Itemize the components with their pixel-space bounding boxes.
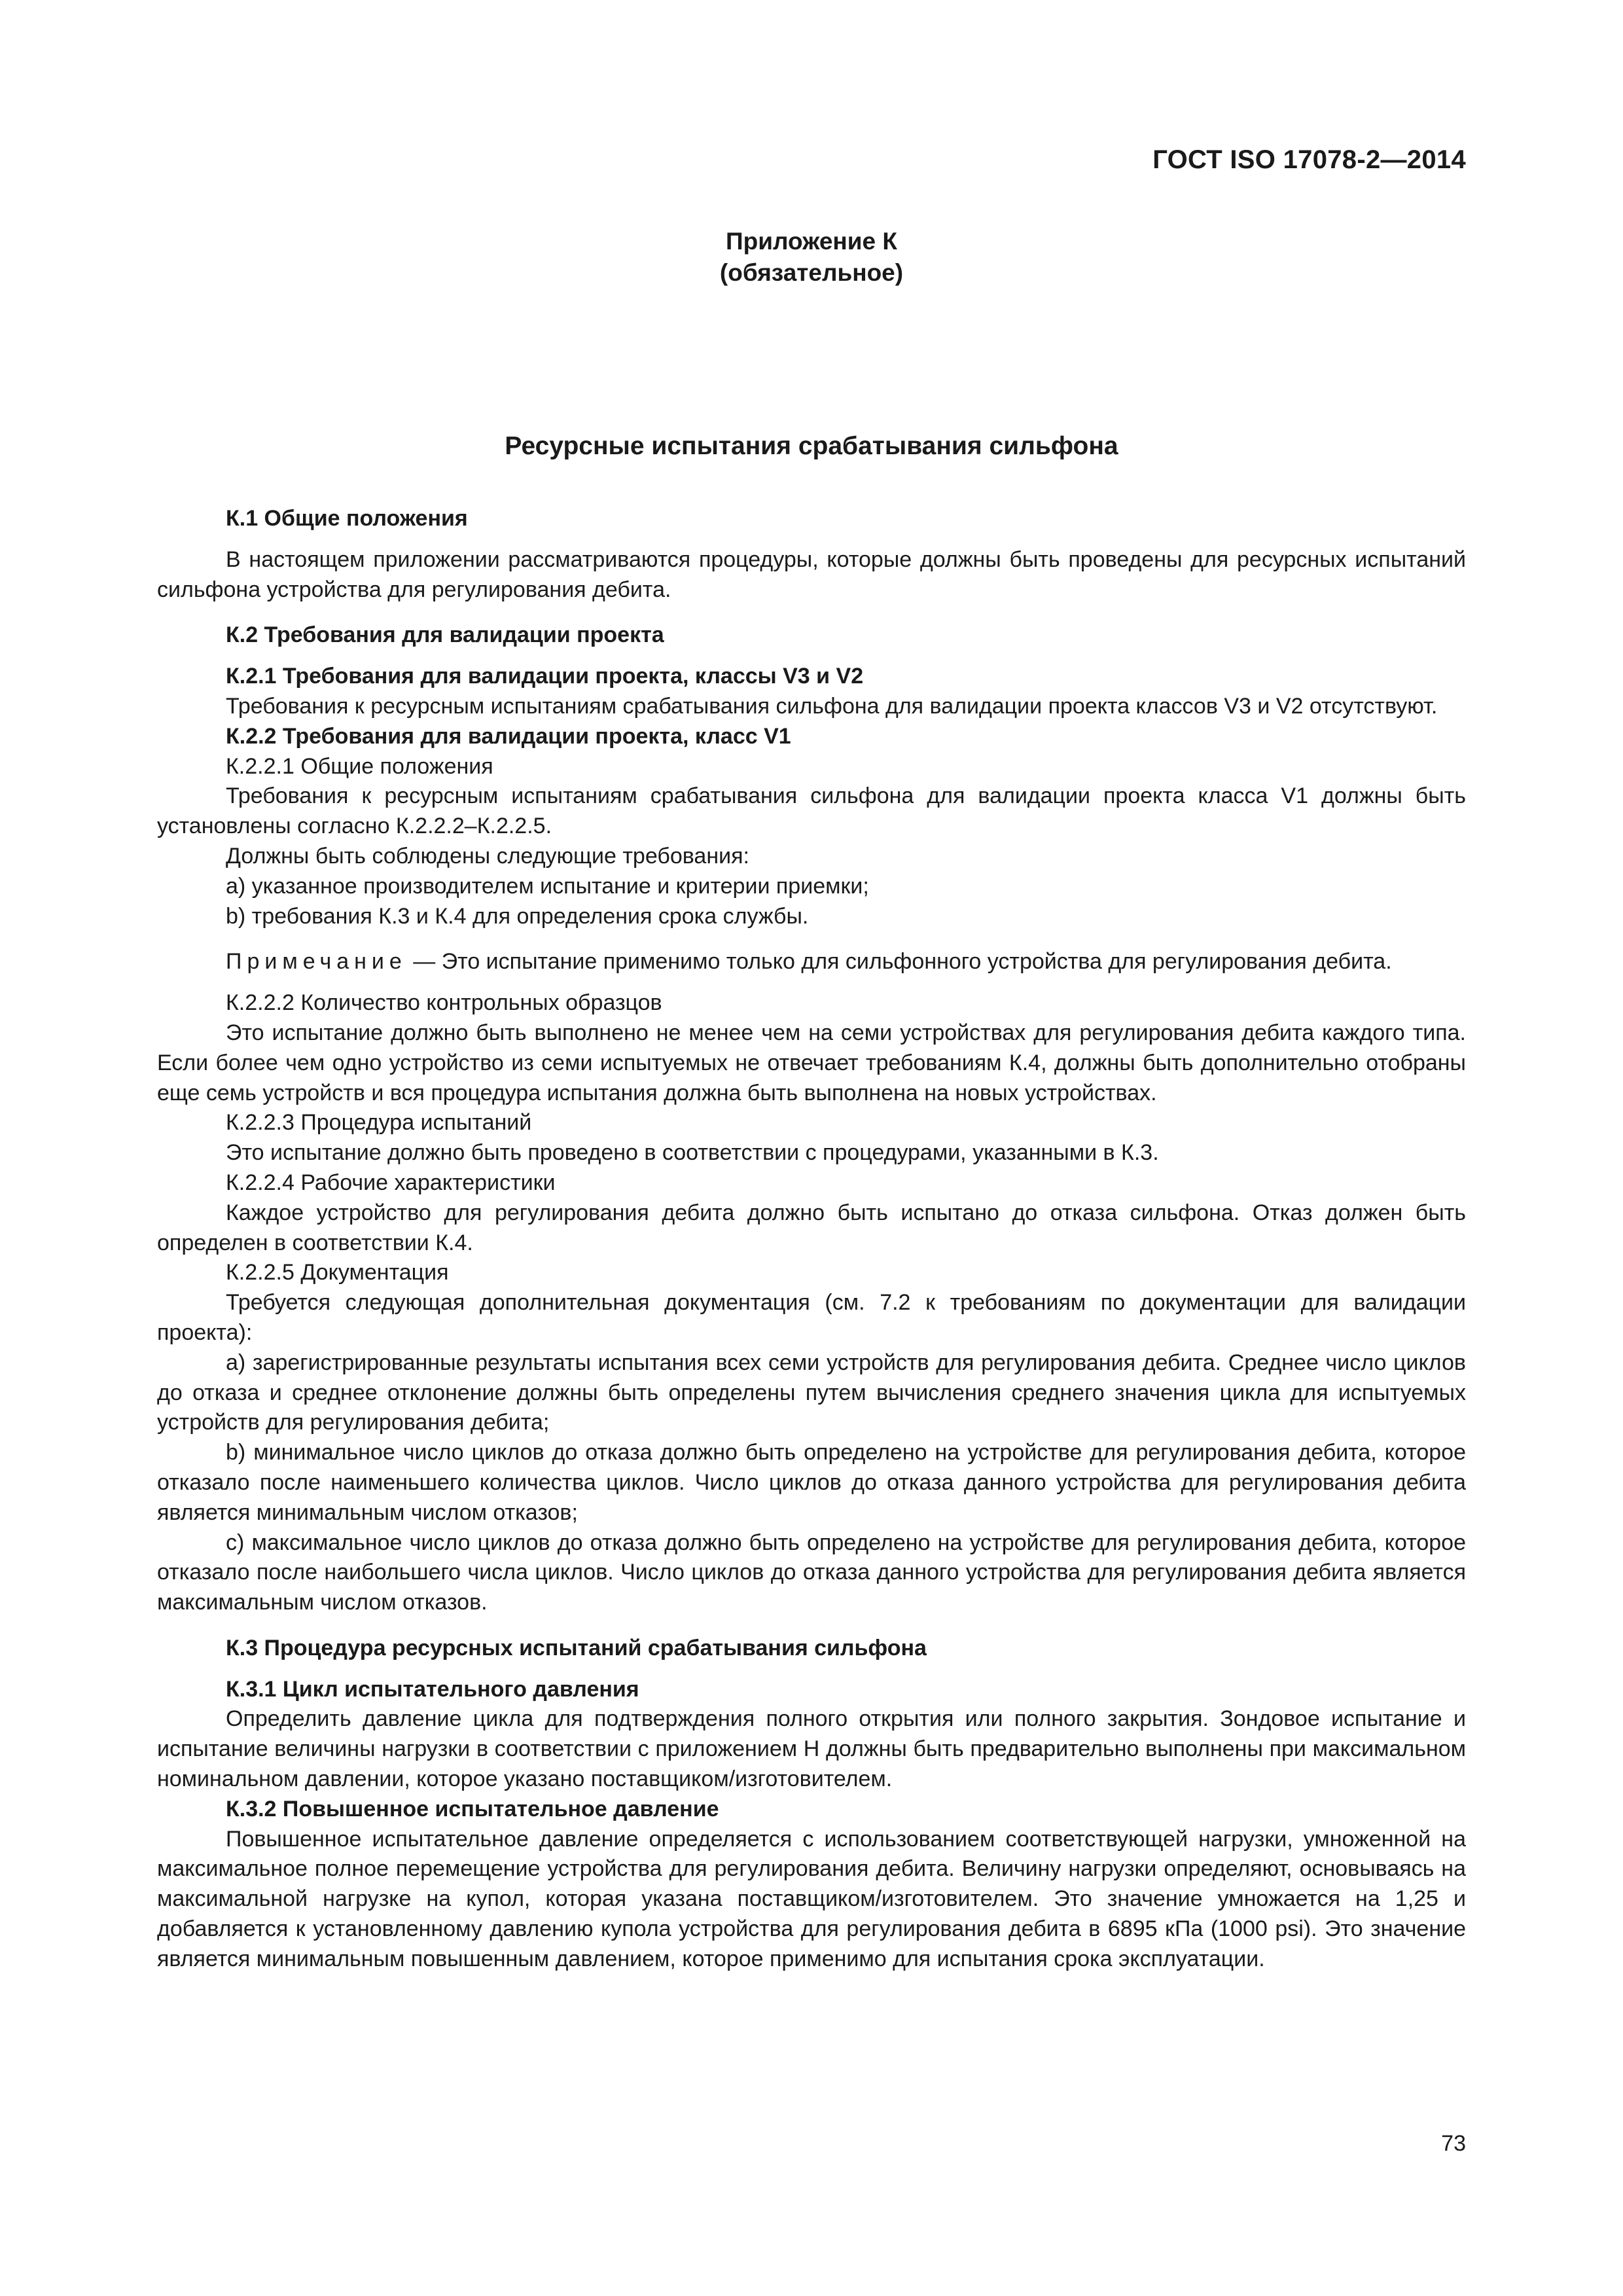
section-k22-heading: К.2.2 Требования для валидации проекта, класс V1 [226, 723, 791, 749]
section-k225-heading: К.2.2.5 Документация [226, 1260, 449, 1285]
standard-code: ГОСТ ISO 17078-2—2014 [1152, 145, 1466, 174]
section-k31-heading: К.3.1 Цикл испытательного давления [226, 1676, 639, 1702]
section-k223-text: Это испытание должно быть проведено в соответствии с процедурами, указанными в К.3. [226, 1140, 1159, 1166]
annex-title: Ресурсные испытания срабатывания сильфона [505, 432, 1118, 460]
annex-label: Приложение К [726, 228, 897, 255]
documentation-item-b: b) минимальное число циклов до отказа должно быть определено на устройстве для регулирования дебита, которое отказало после наименьшего количества циклов. Число циклов до отказа данного устройства для регулирования дебита является минимальным числом отказов; [157, 1440, 1466, 1525]
section-k221-heading: К.2.2.1 Общие положения [226, 753, 493, 779]
requirement-item-b: b) требования К.3 и К.4 для определения срока службы. [226, 903, 809, 929]
section-k1-heading: К.1 Общие положения [226, 506, 468, 531]
section-k32-heading: К.3.2 Повышенное испытательное давление [226, 1796, 719, 1821]
annex-status: (обязательное) [719, 259, 904, 286]
section-k224-heading: К.2.2.4 Рабочие характеристики [226, 1170, 556, 1195]
section-k224-text: Каждое устройство для регулирования дебита должно быть испытано до отказа сильфона. Отказ должен быть определен в соответствии К.4. [157, 1200, 1466, 1255]
section-k225-text: Требуется следующая дополнительная документация (см. 7.2 к требованиям по документации для валидации проекта): [157, 1290, 1466, 1345]
requirement-item-a: a) указанное производителем испытание и критерии приемки; [226, 873, 869, 899]
section-k223-heading: К.2.2.3 Процедура испытаний [226, 1110, 532, 1136]
annex-body [157, 504, 1466, 1975]
documentation-item-c: c) максимальное число циклов до отказа должно быть определено на устройстве для регулирования дебита, которое отказало после наибольшего числа циклов. Число циклов до отказа данного устройства для регулирования дебита является максимальным числом отказов. [157, 1530, 1466, 1615]
document-page [157, 0, 1466, 2296]
documentation-item-a: a) зарегистрированные результаты испытания всех семи устройств для регулирования дебита. Среднее число циклов до отказа и среднее отклонение должны быть определены путем вычисления среднего значения цикла для испытуемых устройств для регулирования дебита; [157, 1350, 1466, 1435]
section-k3-heading: К.3 Процедура ресурсных испытаний срабатывания сильфона [226, 1635, 927, 1660]
section-k222-heading: К.2.2.2 Количество контрольных образцов [226, 990, 662, 1016]
section-k221-text: Требования к ресурсным испытаниям срабатывания сильфона для валидации проекта класса V1 должны быть установлены согласно К.2.2.2–К.2.2.5. [157, 783, 1466, 839]
page-number: 73 [1441, 2131, 1466, 2156]
section-k31-text: Определить давление цикла для подтверждения полного открытия или полного закрытия. Зондовое испытание и испытание величины нагрузки в соответствии с приложением Н должны быть предварительно выполнены при максимальном номинальном давлении, которое указано поставщиком/изготовителем. [157, 1706, 1466, 1792]
requirements-intro: Должны быть соблюдены следующие требования: [226, 843, 749, 869]
section-k32-text: Повышенное испытательное давление определяется с использованием соответствующей нагрузки, умноженной на максимальное полное перемещение устройства для регулирования дебита. Величину нагрузки определяют, основываясь на максимальной нагрузке на купол, которая указана поставщиком/изготовителем. Это значение умножается на 1,25 и добавляется к установленному давлению купола устройства для регулирования дебита в 6895 кПа (1000 psi). Это значение является минимальным повышенным давлением, которое применимо для испытания срока эксплуатации. [157, 1826, 1466, 1971]
section-k1-text: В настоящем приложении рассматриваются процедуры, которые должны быть проведены для ресурсных испытаний сильфона устройства для регулирования дебита. [157, 547, 1466, 602]
note-prefix: Примечание [226, 949, 407, 975]
note-text: — Это испытание применимо только для сильфонного устройства для регулирования дебита. [406, 949, 1392, 975]
note [157, 947, 1466, 977]
section-k222-text: Это испытание должно быть выполнено не менее чем на семи устройствах для регулирования дебита каждого типа. Если более чем одно устройство из семи испытуемых не отвечает требованиям К.4, должны быть дополнительно отобраны еще семь устройств и вся процедура испытания должна быть выполнена на новых устройствах. [157, 1020, 1466, 1105]
section-k21-text: Требования к ресурсным испытаниям срабатывания сильфона для валидации проекта классов V3 и V2 отсутствуют. [226, 693, 1438, 719]
section-k21-heading: К.2.1 Требования для валидации проекта, классы V3 и V2 [226, 664, 864, 689]
section-k2-heading: К.2 Требования для валидации проекта [226, 622, 664, 648]
annex-heading [157, 226, 1466, 289]
